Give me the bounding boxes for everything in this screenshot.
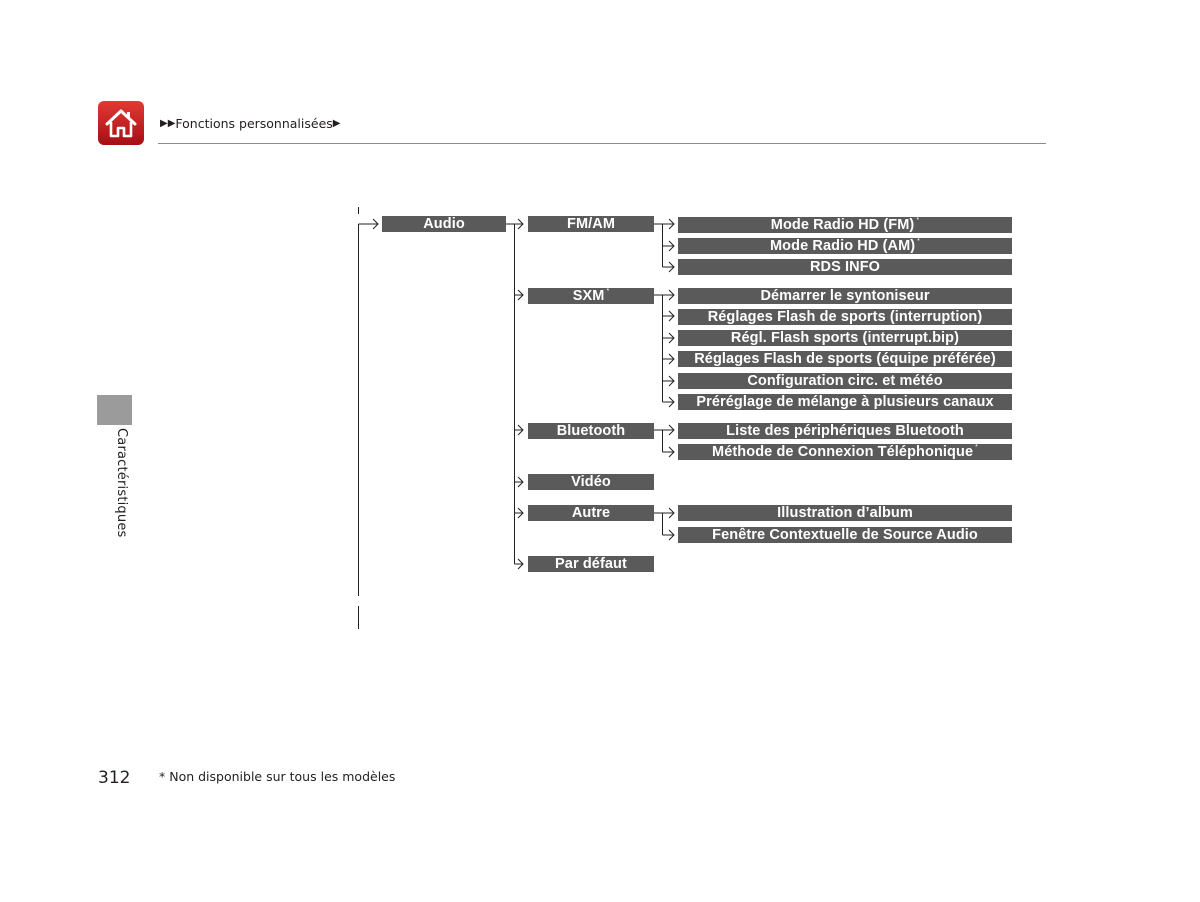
section-tab-label: Caractéristiques — [114, 428, 129, 538]
menu-item-album-art[interactable]: Illustration d’album — [678, 505, 1012, 521]
page-number: 312 — [98, 768, 131, 788]
menu-item-sports-flash-interruption[interactable]: Réglages Flash de sports (interruption) — [678, 309, 1012, 325]
footnote: * Non disponible sur tous les modèles — [159, 769, 396, 784]
footnote-marker: * — [975, 443, 978, 451]
menu-item-audio[interactable]: Audio — [382, 216, 506, 232]
breadcrumb-label: Fonctions personnalisées — [175, 116, 333, 131]
menu-item-phone-connection-method[interactable]: Méthode de Connexion Téléphonique * — [678, 444, 1012, 460]
menu-item-audio-source-popup[interactable]: Fenêtre Contextuelle de Source Audio — [678, 527, 1012, 543]
menu-item-par-defaut[interactable]: Par défaut — [528, 556, 654, 572]
menu-item-bluetooth[interactable]: Bluetooth — [528, 423, 654, 439]
menu-item-video[interactable]: Vidéo — [528, 474, 654, 490]
menu-item-rds-info[interactable]: RDS INFO — [678, 259, 1012, 275]
menu-item-sports-flash-beep[interactable]: Régl. Flash sports (interrupt.bip) — [678, 330, 1012, 346]
menu-item-channel-mix-preset[interactable]: Préréglage de mélange à plusieurs canaux — [678, 394, 1012, 410]
footnote-marker: * — [916, 216, 920, 224]
footnote-marker: * — [917, 237, 920, 245]
menu-item-bluetooth-device-list[interactable]: Liste des périphériques Bluetooth — [678, 423, 1012, 439]
menu-item-traffic-weather[interactable]: Configuration circ. et météo — [678, 373, 1012, 389]
menu-item-hd-radio-fm[interactable]: Mode Radio HD (FM) * — [678, 217, 1012, 233]
menu-item-hd-radio-am[interactable]: Mode Radio HD (AM) * — [678, 238, 1012, 254]
menu-item-autre[interactable]: Autre — [528, 505, 654, 521]
menu-item-sxm[interactable]: SXM * — [528, 288, 654, 304]
footnote-marker: * — [606, 287, 610, 295]
breadcrumb-arrow-icon: ▶▶ — [160, 118, 176, 129]
breadcrumb-arrow-icon: ▶ — [332, 118, 341, 129]
menu-item-start-tuner[interactable]: Démarrer le syntoniseur — [678, 288, 1012, 304]
menu-item-fm-am[interactable]: FM/AM — [528, 216, 654, 232]
menu-item-sports-flash-team[interactable]: Réglages Flash de sports (équipe préférée) — [678, 351, 1012, 367]
